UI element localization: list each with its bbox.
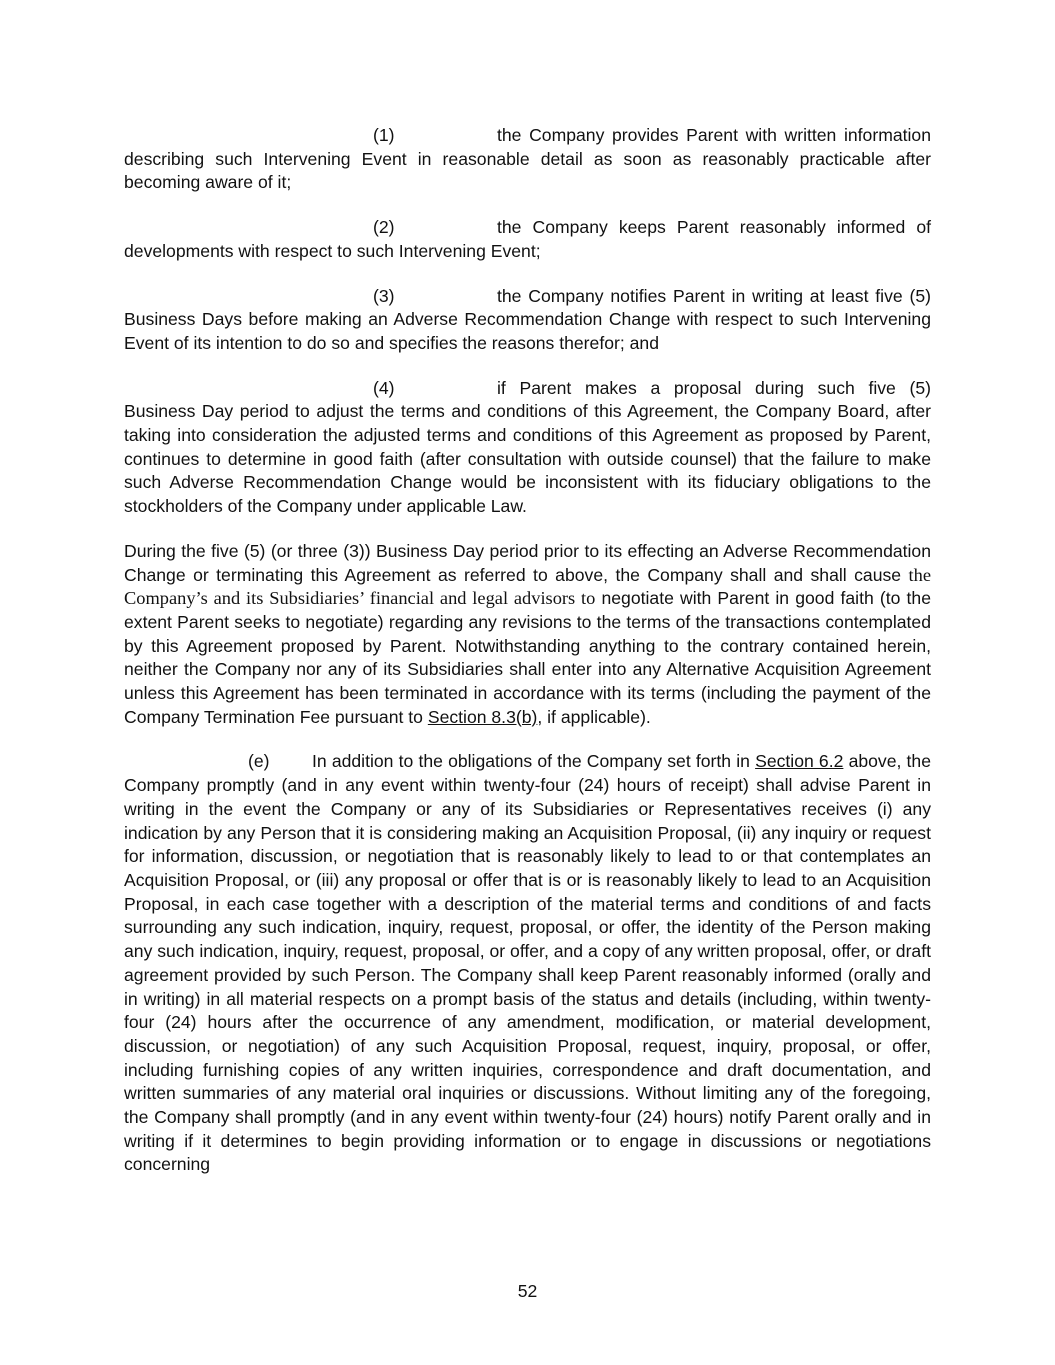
- clause-marker: (4): [373, 377, 395, 398]
- clause-marker: (2): [373, 217, 395, 238]
- section-8-3b-link[interactable]: Section 8.3(b): [427, 706, 538, 727]
- clause-text: above, the Company promptly (and in any event within twenty-four (24) hours of receipt) shall advise Parent in writing in the event the Company or any of its Subsidiaries or Representatives receives (i) any indication by any Person that it is considering making an Acquisition Proposal, (ii) any inquiry or request for information, discussion, or negotiation that is reasonably likely to lead to or that contemplates an Acquisition Proposal, or (iii) any proposal or offer that is or is reasonably likely to lead to an Acquisition Proposal, in each case together with a description of the material terms and conditions of and facts surrounding any such indication, inquiry, request, proposal, or offer, the identity of the Person making any such indication, inquiry, request, proposal, or offer, and a copy of any written proposal, offer, or draft agreement provided by such Person. The Company shall keep Parent reasonably informed (orally and in writing) in all material respects on a prompt basis of the status and details (including, within twenty-four (24) hours after the occurrence of any amendment, modification, or material development, discussion, or negotiation) of any such Acquisition Proposal, request, inquiry, proposal, or offer, including furnishing copies of any written inquiries, correspondence and draft documentation, and written summaries of any material oral inquiries or discussions. Without limiting any of the foregoing, the Company shall promptly (and in any event within twenty-four (24) hours) notify Parent orally and in writing if it determines to begin providing information or to engage in discussions or negotiations concerning: [124, 751, 932, 1175]
- document-page: [124, 124, 931, 1177]
- clause-text: the Company notifies Parent in writing at least five (5) Business Days before making an Adverse Recommendation Change with respect to such Intervening Event of its intention to do so and specifies the reasons therefor; and: [124, 285, 931, 353]
- clause-item-1: [124, 124, 931, 195]
- clause-text: if Parent makes a proposal during such five (5) Business Day period to adjust the terms and conditions of this Agreement, the Company Board, after taking into consideration the adjusted terms and conditions of this Agreement as proposed by Parent, continues to determine in good faith (after consultation with outside counsel) that the failure to make such Adverse Recommendation Change would be inconsistent with its fiduciary obligations to the stockholders of the Company under applicable Law.: [124, 377, 931, 517]
- page-number: 52: [517, 1281, 538, 1301]
- clause-marker: (1): [373, 125, 395, 145]
- clause-item-2: [124, 216, 931, 263]
- clause-item-3: [124, 285, 931, 356]
- paragraph-text: During the five (5) (or three (3)) Business Day period prior to its effecting an Adverse Recommendation Change or terminating this Agreement as referred to above, the Company shall and shall cause: [124, 540, 931, 585]
- clause-text: In addition to the obligations of the Company set forth in: [312, 751, 756, 772]
- clause-marker: (e): [248, 751, 270, 772]
- paragraph-text: negotiate with Parent in good faith (to the extent Parent seeks to negotiate) regarding any revisions to the terms of the transactions contemplated by this Agreement proposed by Parent. Notwithstanding anything to the contrary contained herein, neither the Company nor any of its Subsidiaries shall enter into any Alternative Acquisition Agreement unless this Agreement has been terminated in accordance with its terms (including the payment of the Company Termination Fee pursuant to: [124, 588, 931, 727]
- paragraph-text: , if applicable).: [537, 706, 651, 727]
- section-6-2-link[interactable]: Section 6.2: [755, 751, 844, 772]
- clause-text: the Company keeps Parent reasonably informed of developments with respect to such Intervening Event;: [124, 217, 931, 261]
- advisors-text: the Company’s and its Subsidiaries’ financial and legal advisors to: [124, 564, 931, 609]
- clause-item-4: [124, 377, 931, 519]
- clause-marker: (3): [373, 285, 395, 306]
- negotiation-period-paragraph: [124, 540, 931, 730]
- clause-item-e: [124, 750, 931, 1177]
- clause-text: the Company provides Parent with written information describing such Intervening Event in reasonable detail as soon as reasonably practicable after becoming aware of it;: [124, 125, 931, 193]
